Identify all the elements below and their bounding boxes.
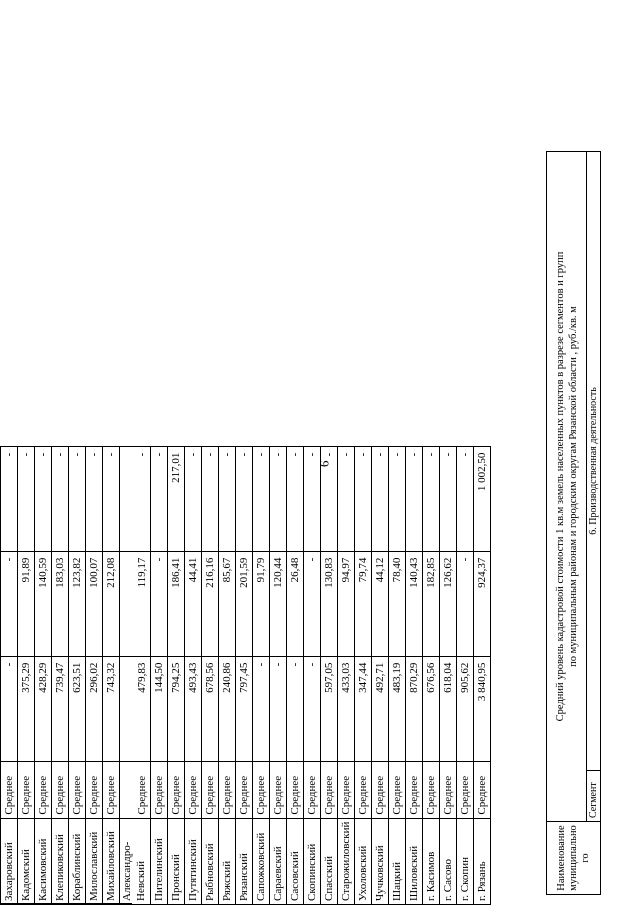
segment-cell: Среднее (389, 761, 406, 818)
value-group-1-cell: 144,50 (151, 656, 168, 761)
segment-cell: Среднее (69, 761, 86, 818)
value-group-1-cell: 483,19 (389, 656, 406, 761)
header-segment-label: Сегмент (587, 771, 601, 822)
municipality-cell: Ухоловский (355, 818, 372, 904)
value-group-1-cell: 3 840,95 (474, 656, 491, 761)
value-group-1-cell: 433,03 (338, 656, 355, 761)
segment-cell: Среднее (120, 761, 151, 818)
municipality-cell: Касимовский (35, 818, 52, 904)
value-group-3-cell: 1 002,50 (474, 446, 491, 551)
municipality-cell: Захаровский (1, 818, 18, 904)
value-group-2-cell: - (1, 551, 18, 656)
value-group-2-cell: 182,85 (423, 551, 440, 656)
municipality-cell: Сасовский (287, 818, 304, 904)
municipality-cell: г. Скопин (457, 818, 474, 904)
value-group-2-cell: - (457, 551, 474, 656)
municipality-cell: Пронский (168, 818, 185, 904)
value-group-1-cell: 739,47 (52, 656, 69, 761)
value-group-3-cell: - (406, 446, 423, 551)
value-group-1-cell: 492,71 (372, 656, 389, 761)
segment-cell: Среднее (406, 761, 423, 818)
header-title (547, 152, 587, 822)
segment-cell: Среднее (151, 761, 168, 818)
value-group-1-cell: 428,29 (35, 656, 52, 761)
value-group-3-cell: - (355, 446, 372, 551)
value-group-1-cell: 618,04 (440, 656, 457, 761)
value-group-2-cell: 140,43 (406, 551, 423, 656)
value-group-3-cell: - (52, 446, 69, 551)
value-group-1-cell: 347,44 (355, 656, 372, 761)
municipality-cell: Спасский (321, 818, 338, 904)
municipality-cell: Старожиловский (338, 818, 355, 904)
value-group-3-cell: - (236, 446, 253, 551)
table-row (168, 446, 185, 904)
table-row (372, 446, 389, 904)
value-group-3-cell: - (457, 446, 474, 551)
table-row (304, 446, 321, 904)
value-group-3-cell: - (1, 446, 18, 551)
segment-cell: Среднее (236, 761, 253, 818)
value-group-3-cell: - (86, 446, 103, 551)
segment-cell: Среднее (202, 761, 219, 818)
value-group-2-cell: 120,44 (270, 551, 287, 656)
value-group-1-cell: 597,05 (321, 656, 338, 761)
value-group-3-cell: - (287, 446, 304, 551)
segment-cell: Среднее (18, 761, 35, 818)
table-row (185, 446, 202, 904)
municipality-cell: Милославский (86, 818, 103, 904)
municipality-cell: Путятинский (185, 818, 202, 904)
value-group-2-cell: 79,74 (355, 551, 372, 656)
value-group-3-cell: - (202, 446, 219, 551)
municipality-cell: Александро-Невский (120, 818, 151, 904)
value-group-1-cell: 240,86 (219, 656, 236, 761)
value-group-1-cell: 905,62 (457, 656, 474, 761)
value-group-3-cell: - (69, 446, 86, 551)
segment-cell: Среднее (355, 761, 372, 818)
table-row (406, 446, 423, 904)
table-row (120, 446, 151, 904)
value-group-1-cell: - (1, 656, 18, 761)
data-table (0, 446, 491, 905)
table-row (355, 446, 372, 904)
value-group-2-cell: 91,79 (253, 551, 270, 656)
municipality-cell: Шиловский (406, 818, 423, 904)
municipality-cell: Рязанский (236, 818, 253, 904)
value-group-1-cell: 794,25 (168, 656, 185, 761)
table-row (457, 446, 474, 904)
value-group-1-cell: - (287, 656, 304, 761)
municipality-cell: Клепиковский (52, 818, 69, 904)
value-group-2-cell: 212,08 (103, 551, 120, 656)
municipality-cell: Ряжский (219, 818, 236, 904)
table-row (440, 446, 457, 904)
segment-cell: Среднее (423, 761, 440, 818)
municipality-cell: Чучковский (372, 818, 389, 904)
value-group-2-cell: 924,37 (474, 551, 491, 656)
municipality-cell: г. Касимов (423, 818, 440, 904)
value-group-1-cell: 870,29 (406, 656, 423, 761)
value-group-2-cell: 91,89 (18, 551, 35, 656)
municipality-cell: Кораблинский (69, 818, 86, 904)
value-group-2-cell: 123,82 (69, 551, 86, 656)
table-row (389, 446, 406, 904)
segment-cell: Среднее (287, 761, 304, 818)
value-group-1-cell: 479,83 (120, 656, 151, 761)
table-row (236, 446, 253, 904)
value-group-3-cell: - (185, 446, 202, 551)
value-group-1-cell: 296,02 (86, 656, 103, 761)
segment-cell: Среднее (52, 761, 69, 818)
table-row (321, 446, 338, 904)
segment-cell: Среднее (185, 761, 202, 818)
municipality-cell: Пителинский (151, 818, 168, 904)
value-group-3-cell: 217,01 (168, 446, 185, 551)
header-title-line2: по муниципальным районам и городским округам Рязанской области , руб./кв. м (567, 306, 579, 667)
table-row (270, 446, 287, 904)
value-group-3-cell: - (321, 446, 338, 551)
value-group-2-cell: 44,12 (372, 551, 389, 656)
value-group-2-cell: 186,41 (168, 551, 185, 656)
value-group-3-cell: - (253, 446, 270, 551)
value-group-3-cell: - (440, 446, 457, 551)
table-row (35, 446, 52, 904)
segment-cell: Среднее (321, 761, 338, 818)
value-group-1-cell: 375,29 (18, 656, 35, 761)
table-row (423, 446, 440, 904)
value-group-2-cell: 126,62 (440, 551, 457, 656)
table-row (69, 446, 86, 904)
segment-cell: Среднее (168, 761, 185, 818)
value-group-1-cell: - (253, 656, 270, 761)
table-row (151, 446, 168, 904)
table-row (52, 446, 69, 904)
segment-cell: Среднее (86, 761, 103, 818)
segment-cell: Среднее (219, 761, 236, 818)
value-group-2-cell: - (304, 551, 321, 656)
value-group-3-cell: - (103, 446, 120, 551)
value-group-1-cell: 493,43 (185, 656, 202, 761)
header-subsection: 6. Производственная деятельность (587, 152, 601, 771)
segment-cell: Среднее (270, 761, 287, 818)
header-title-line1: Средний уровень кадастровой стоимости 1 кв.м земель населенных пунктов в разрезе сегментов и групп (554, 251, 566, 722)
table-header (546, 151, 601, 895)
data-table-body (1, 446, 491, 904)
segment-cell: Среднее (338, 761, 355, 818)
value-group-3-cell: - (120, 446, 151, 551)
segment-cell: Среднее (35, 761, 52, 818)
value-group-3-cell: - (338, 446, 355, 551)
value-group-2-cell: 94,97 (338, 551, 355, 656)
value-group-1-cell: - (270, 656, 287, 761)
segment-cell: Среднее (1, 761, 18, 818)
header-name-label: Наименование муниципально го (547, 822, 601, 895)
value-group-3-cell: - (151, 446, 168, 551)
page-number: 9 (317, 460, 332, 467)
value-group-2-cell: 140,59 (35, 551, 52, 656)
table-row (18, 446, 35, 904)
value-group-2-cell: 100,07 (86, 551, 103, 656)
value-group-2-cell: 130,83 (321, 551, 338, 656)
municipality-cell: Кадомский (18, 818, 35, 904)
value-group-3-cell: - (372, 446, 389, 551)
municipality-cell: г. Рязань (474, 818, 491, 904)
segment-cell: Среднее (440, 761, 457, 818)
municipality-cell: Скопинский (304, 818, 321, 904)
value-group-3-cell: - (423, 446, 440, 551)
table-row (219, 446, 236, 904)
segment-cell: Среднее (372, 761, 389, 818)
segment-cell: Среднее (457, 761, 474, 818)
value-group-3-cell: - (389, 446, 406, 551)
value-group-2-cell: 183,03 (52, 551, 69, 656)
value-group-3-cell: - (35, 446, 52, 551)
value-group-2-cell: - (151, 551, 168, 656)
value-group-3-cell: - (219, 446, 236, 551)
value-group-3-cell: - (18, 446, 35, 551)
value-group-2-cell: 85,67 (219, 551, 236, 656)
value-group-1-cell: 676,56 (423, 656, 440, 761)
segment-cell: Среднее (103, 761, 120, 818)
municipality-cell: Сапожковский (253, 818, 270, 904)
municipality-cell: Михайловский (103, 818, 120, 904)
table-row (287, 446, 304, 904)
municipality-cell: г. Сасово (440, 818, 457, 904)
table-row (86, 446, 103, 904)
municipality-cell: Сараевский (270, 818, 287, 904)
table-row (253, 446, 270, 904)
value-group-2-cell: 44,41 (185, 551, 202, 656)
value-group-1-cell: - (304, 656, 321, 761)
table-row (202, 446, 219, 904)
table-row (474, 446, 491, 904)
segment-cell: Среднее (474, 761, 491, 818)
municipality-cell: Рыбновский (202, 818, 219, 904)
value-group-3-cell: - (270, 446, 287, 551)
value-group-3-cell: - (304, 446, 321, 551)
table-row (103, 446, 120, 904)
value-group-1-cell: 743,32 (103, 656, 120, 761)
value-group-1-cell: 623,51 (69, 656, 86, 761)
municipality-cell: Шацкий (389, 818, 406, 904)
value-group-2-cell: 201,59 (236, 551, 253, 656)
value-group-2-cell: 26,48 (287, 551, 304, 656)
segment-cell: Среднее (304, 761, 321, 818)
value-group-2-cell: 119,17 (120, 551, 151, 656)
table-row (338, 446, 355, 904)
value-group-2-cell: 216,16 (202, 551, 219, 656)
segment-cell: Среднее (253, 761, 270, 818)
value-group-1-cell: 797,45 (236, 656, 253, 761)
value-group-2-cell: 78,40 (389, 551, 406, 656)
table-row (1, 446, 18, 904)
value-group-1-cell: 678,56 (202, 656, 219, 761)
